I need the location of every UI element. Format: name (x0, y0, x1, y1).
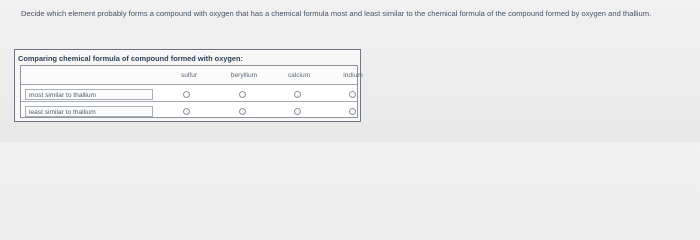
column-header-sulfur: sulfur (180, 72, 198, 79)
table-header-row (21, 66, 363, 85)
comparison-panel-title: Comparing chemical formula of compound formed with oxygen: (18, 54, 244, 63)
table-row-least-similar (21, 102, 357, 119)
most-similar-beryllium-radio[interactable] (239, 91, 246, 98)
row-label-least-similar: least similar to thallium (25, 106, 153, 117)
column-header-indium: indium (343, 72, 363, 79)
least-similar-sulfur-radio[interactable] (183, 108, 190, 115)
row-label-most-similar: most similar to thallium (25, 89, 153, 100)
most-similar-sulfur-radio[interactable] (183, 91, 190, 98)
question-text: Decide which element probably forms a compound with oxygen that has a chemical formula most and least similar to the chemical formula of the compound formed by oxygen and thallium. (21, 9, 652, 18)
most-similar-calcium-radio[interactable] (294, 91, 301, 98)
least-similar-calcium-radio[interactable] (294, 108, 301, 115)
column-header-calcium: calcium (287, 72, 311, 79)
most-similar-indium-radio[interactable] (349, 91, 356, 98)
least-similar-indium-radio[interactable] (349, 108, 356, 115)
column-header-beryllium: beryllium (230, 72, 258, 79)
comparison-table (20, 65, 363, 118)
comparison-panel (14, 49, 361, 122)
table-row-most-similar (21, 85, 357, 102)
least-similar-beryllium-radio[interactable] (239, 108, 246, 115)
